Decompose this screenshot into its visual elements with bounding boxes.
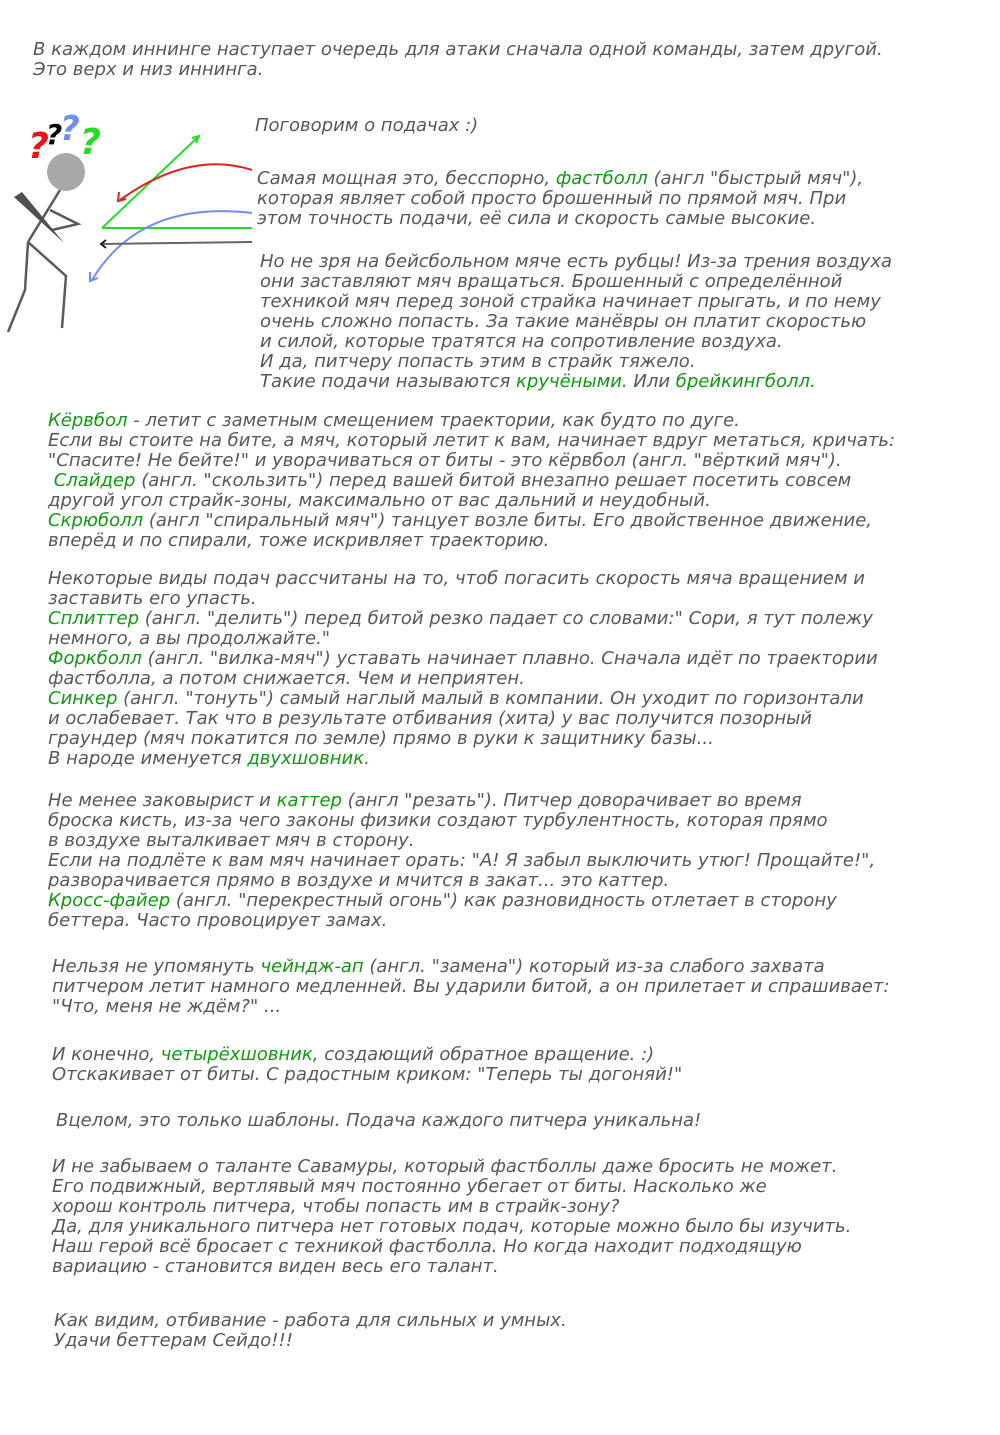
text-segment: Наш герой всё бросает с техникой фастболла. Но когда находит подходящую (52, 1236, 802, 1257)
text-segment: (англ "спиральный мяч") танцует возле биты. Его двойственное движение, (143, 510, 873, 531)
text-line (52, 977, 890, 997)
text-line (48, 689, 878, 709)
text-line (260, 352, 892, 372)
text-segment: хорош контроль питчера, чтобы попасть им в страйк-зону? (52, 1196, 620, 1217)
text-segment: (англ. "делить") перед битой резко падает со словами:" Сори, я тут полежу (139, 608, 873, 629)
text-segment: И не забываем о таланте Савамуры, который фастболлы даже бросить не может. (52, 1156, 838, 1177)
text-segment: И конечно, (52, 1044, 161, 1065)
text-line (48, 831, 875, 851)
text-line (48, 511, 895, 531)
text-segment: Да, для уникального питчера нет готовых подач, которые можно было бы изучить. (52, 1216, 852, 1237)
text-line (48, 911, 875, 931)
text-line (257, 209, 863, 229)
pitch-term-highlight: кручёными. (516, 371, 628, 392)
text-segment: и силой, которые тратятся на сопротивление воздуха. (260, 331, 783, 352)
text-line (48, 569, 878, 589)
text-line (48, 471, 895, 491)
text-segment: немного, а вы продолжайте." (48, 628, 331, 649)
question-mark-black: ? (46, 118, 63, 151)
text-line (48, 851, 875, 871)
pitch-term-highlight: четырёхшовник, (160, 1044, 319, 1065)
text-line (48, 811, 875, 831)
paragraph (54, 1311, 567, 1351)
text-segment: вариацию - становится виден весь его талант. (52, 1256, 499, 1277)
text-segment: разворачивается прямо в воздухе и мчится в закат... это каттер. (48, 870, 670, 891)
question-mark-green: ? (80, 122, 101, 163)
text-segment: "Что, меня не ждём?" ... (52, 996, 282, 1017)
text-line (48, 649, 878, 669)
paragraph (33, 40, 883, 80)
text-segment: - летит с заметным смещением траектории, как будто по дуге. (127, 410, 740, 431)
paragraph (52, 957, 890, 1017)
pitch-term-highlight: Кросс-файер (48, 890, 171, 911)
text-segment: И да, питчеру попасть этим в страйк тяжело. (260, 351, 696, 372)
text-line (48, 411, 895, 431)
text-segment: Или (627, 371, 676, 392)
text-line (48, 451, 895, 471)
text-line (260, 252, 892, 272)
text-line (48, 629, 878, 649)
text-line (260, 312, 892, 332)
text-segment: (англ "резать"). Питчер доворачивает во время (341, 790, 802, 811)
text-segment: беттера. Часто провоцирует замах. (48, 910, 388, 931)
text-line (260, 372, 892, 392)
text-segment: (англ. "перекрестный огонь") как разновидность отлетает в сторону (170, 890, 837, 911)
stick-body (8, 190, 78, 332)
text-segment: Вцелом, это только шаблоны. Подача каждого питчера уникальна! (56, 1110, 702, 1131)
text-line (52, 1257, 851, 1277)
text-segment: Поговорим о подачах :) (255, 115, 479, 136)
text-line (54, 1331, 567, 1351)
text-line (52, 1237, 851, 1257)
pitch-term-highlight: Сплиттер (48, 608, 140, 629)
text-line (52, 1177, 851, 1197)
text-line (56, 1111, 701, 1131)
text-line (48, 791, 875, 811)
text-segment: фастболла, а потом снижается. Чем и неприятен. (48, 668, 525, 689)
text-line (48, 491, 895, 511)
text-segment: В народе именуется (48, 748, 248, 769)
text-segment: создающий обратное вращение. :) (318, 1044, 655, 1065)
text-line (33, 40, 883, 60)
text-segment: другой угол страйк-зоны, максимально от вас дальний и неудобный. (48, 490, 711, 511)
text-line (260, 272, 892, 292)
text-segment: в воздухе выталкивает мяч в сторону. (48, 830, 415, 851)
text-segment: Самая мощная это, бесспорно, (257, 168, 556, 189)
text-line (48, 709, 878, 729)
text-segment: они заставляют мяч вращаться. Брошенный с определённой (260, 271, 843, 292)
text-line (48, 729, 878, 749)
pitch-trajectories (90, 136, 252, 281)
paragraph (52, 1045, 682, 1085)
pitch-term-highlight: Синкер (48, 688, 118, 709)
text-segment: которая являет собой просто брошенный по прямой мяч. При (257, 188, 847, 209)
text-segment: вперёд и по спирали, тоже искривляет траекторию. (48, 530, 550, 551)
text-segment: Нельзя не упомянуть (52, 956, 261, 977)
stick-figure-illustration (0, 100, 260, 340)
text-line (257, 169, 863, 189)
pitch-term-highlight: каттер (276, 790, 342, 811)
pitch-term-highlight: Кёрвбол (48, 410, 128, 431)
bat (14, 192, 64, 243)
text-line (52, 957, 890, 977)
text-segment: заставить его упасть. (48, 588, 257, 609)
paragraph (48, 791, 875, 931)
question-mark-blue: ? (60, 109, 80, 149)
text-segment: (англ. "скользить") перед вашей битой внезапно решает посетить совсем (135, 470, 852, 491)
question-mark-red: ? (28, 126, 49, 167)
text-line (48, 589, 878, 609)
text-segment: питчером летит намного медленней. Вы ударили битой, а он прилетает и спрашивает: (52, 976, 890, 997)
text-line (52, 1045, 682, 1065)
text-line (48, 871, 875, 891)
pitch-term-highlight: Скрюболл (48, 510, 144, 531)
pitch-term-highlight: чейндж-ап (260, 956, 364, 977)
text-segment: Если вы стоите на бите, а мяч, который летит к вам, начинает вдруг метаться, кричать: (48, 430, 896, 451)
text-segment: очень сложно попасть. За такие манёвры он платит скоростью (260, 311, 867, 332)
text-line (260, 332, 892, 352)
text-line (33, 60, 883, 80)
paragraph (48, 411, 895, 551)
text-line (48, 431, 895, 451)
head (47, 153, 85, 191)
text-line (52, 997, 890, 1017)
pitch-term-highlight: Слайдер (53, 470, 136, 491)
paragraph (257, 169, 863, 229)
text-segment: (англ "быстрый мяч"), (647, 168, 864, 189)
text-segment: и ослабевает. Так что в результате отбивания (хита) у вас получится позорный (48, 708, 813, 729)
text-line (52, 1065, 682, 1085)
text-segment: (англ. "замена") который из-за слабого захвата (363, 956, 825, 977)
text-segment: Не менее заковырист и (48, 790, 277, 811)
text-line (48, 749, 878, 769)
paragraph (260, 252, 892, 392)
text-segment: Это верх и низ иннинга. (33, 59, 264, 80)
text-line (48, 609, 878, 629)
text-segment: Но не зря на бейсбольном мяче есть рубцы! Из-за трения воздуха (260, 251, 893, 272)
text-segment: Его подвижный, вертлявый мяч постоянно убегает от биты. Насколько же (52, 1176, 767, 1197)
text-segment: В каждом иннинге наступает очередь для атаки сначала одной команды, затем другой. (33, 39, 883, 60)
paragraph (48, 569, 878, 769)
text-line (48, 531, 895, 551)
text-segment: Как видим, отбивание - работа для сильных и умных. (54, 1310, 567, 1331)
text-segment: "Спасите! Не бейте!" и уворачиваться от биты - это кёрвбол (англ. "вёрткий мяч"). (48, 450, 842, 471)
text-line (257, 189, 863, 209)
text-segment: (англ. "вилка-мяч") уставать начинает плавно. Сначала идёт по траектории (141, 648, 878, 669)
text-line (52, 1197, 851, 1217)
text-line (260, 292, 892, 312)
text-line (48, 669, 878, 689)
text-line (52, 1217, 851, 1237)
pitch-term-highlight: фастболл (555, 168, 648, 189)
pitch-term-highlight: брейкингболл. (675, 371, 816, 392)
paragraph (255, 116, 478, 136)
text-line (52, 1157, 851, 1177)
text-line (54, 1311, 567, 1331)
text-segment: броска кисть, из-за чего законы физики создают турбулентность, которая прямо (48, 810, 828, 831)
text-segment: Некоторые виды подач рассчитаны на то, чтоб погасить скорость мяча вращением и (48, 568, 865, 589)
text-segment: граундер (мяч покатится по земле) прямо в руки к защитнику базы... (48, 728, 714, 749)
text-segment: Отскакивает от биты. С радостным криком: "Теперь ты догоняй!" (52, 1064, 683, 1085)
text-line (48, 891, 875, 911)
pitch-term-highlight: двухшовник. (247, 748, 370, 769)
pitch-term-highlight: Форкболл (48, 648, 142, 669)
text-segment: техникой мяч перед зоной страйка начинает прыгать, и по нему (260, 291, 881, 312)
text-line (255, 116, 478, 136)
text-segment: (англ. "тонуть") самый наглый малый в компании. Он уходит по горизонтали (117, 688, 864, 709)
text-segment: этом точность подачи, её сила и скорость самые высокие. (257, 208, 817, 229)
text-segment: Если на подлёте к вам мяч начинает орать: "А! Я забыл выключить утюг! Прощайте!", (48, 850, 876, 871)
text-segment: Такие подачи называются (260, 371, 517, 392)
paragraph (56, 1111, 701, 1131)
paragraph (52, 1157, 851, 1277)
text-segment: Удачи беттерам Сейдо!!! (54, 1330, 293, 1351)
